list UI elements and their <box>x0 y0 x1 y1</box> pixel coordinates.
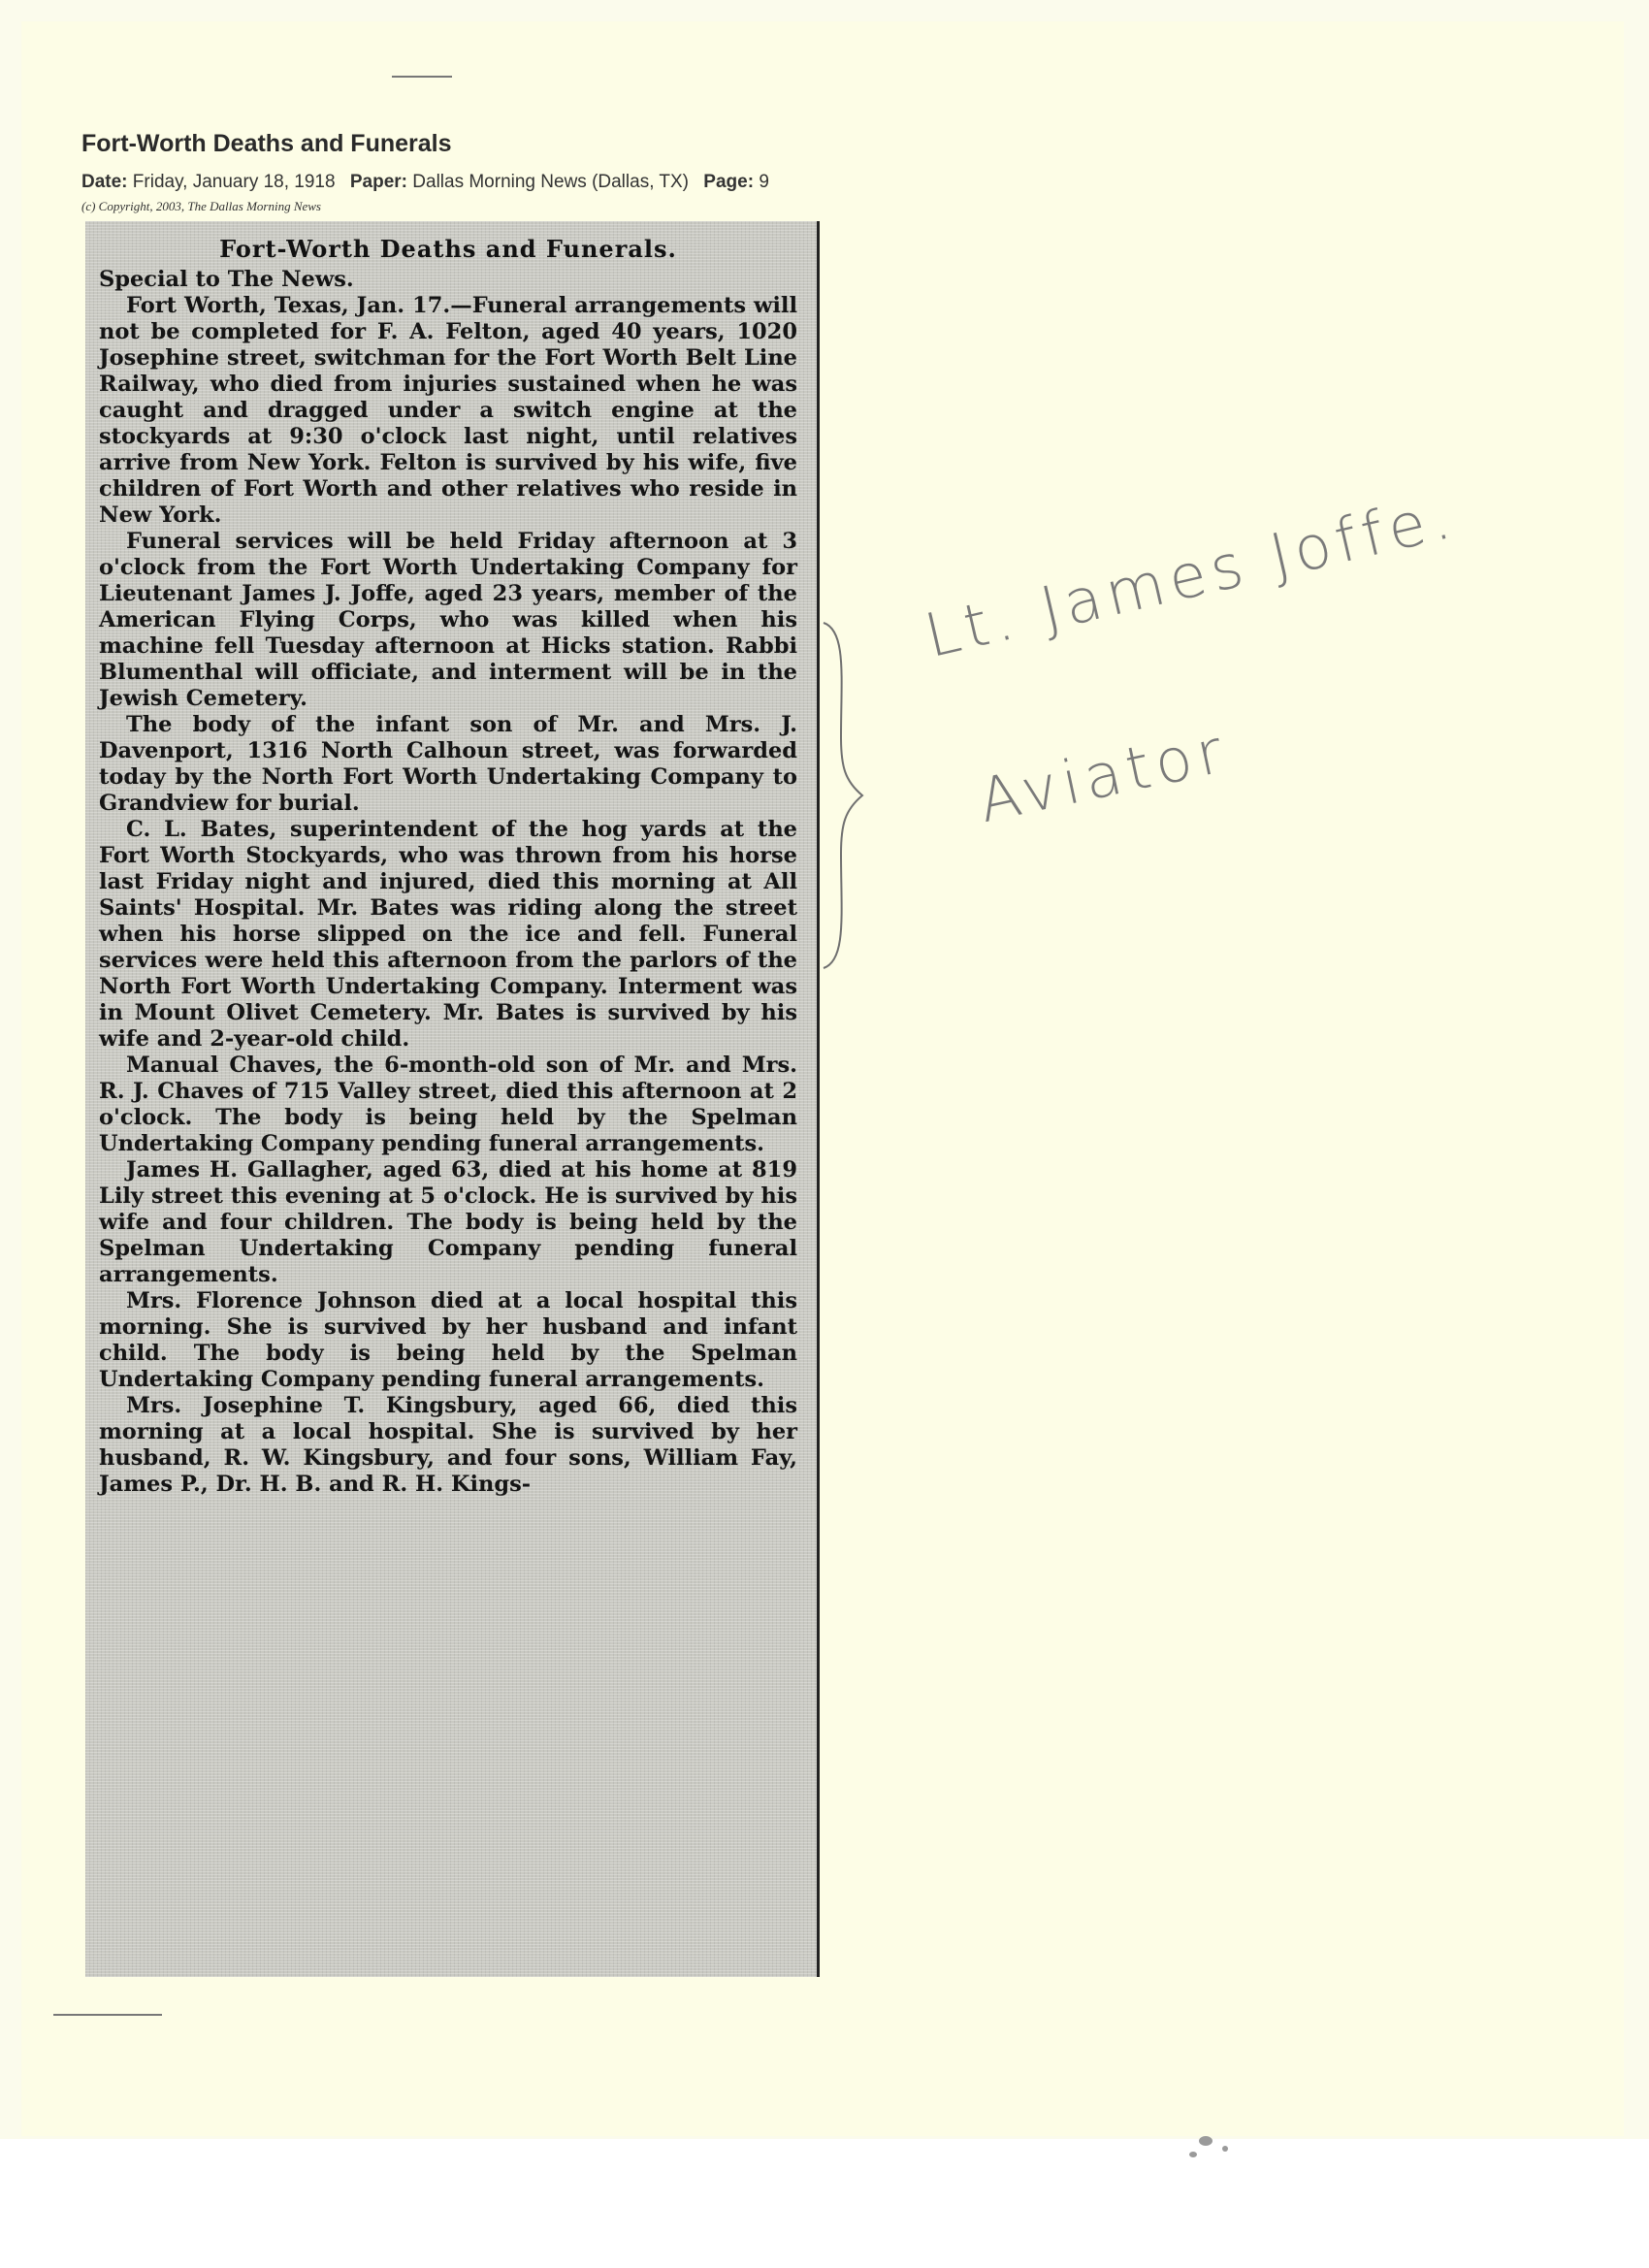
clipping-paragraph: Funeral services will be held Friday afternoon at 3 o'clock from the Fort Worth Undertaking Company for Lieutenant James J. Joffe, aged 23 years, member of the American Flying Corps, who was killed when his machine fell Tuesday afternoon at Hicks station. Rabbi Blumenthal will officiate, and interment will be in the Jewish Cemetery. <box>99 529 797 711</box>
clipping-paragraph: James H. Gallagher, aged 63, died at his home at 819 Lily street this evening at 5 o'clock. He is survived by his wife and four children. The body is being held by the Spelman Undertaking Company pending funeral arrangements. <box>99 1157 797 1287</box>
scan-mark <box>53 2014 162 2016</box>
clipping-body <box>99 267 797 1498</box>
curly-brace-icon <box>820 621 868 970</box>
page-value: 9 <box>759 172 769 192</box>
clipping-paragraph: C. L. Bates, superintendent of the hog yards at the Fort Worth Stockyards, who was thrown from his horse last Friday night and injured, died this morning at All Saints' Hospital. Mr. Bates was riding along the street when his horse slipped on the ice and fell. Funeral services were held this afternoon from the parlors of the North Fort Worth Undertaking Company. Interment was in Mount Olivet Cemetery. Mr. Bates is survived by his wife and 2-year-old child. <box>99 817 797 1052</box>
scan-margin <box>0 2139 1649 2268</box>
article-title: Fort-Worth Deaths and Funerals <box>81 130 452 157</box>
scan-speck <box>1222 2146 1228 2152</box>
article-header <box>81 130 954 214</box>
date-label: Date: <box>81 172 128 192</box>
clipping-paragraph: Mrs. Josephine T. Kingsbury, aged 66, died this morning at a local hospital. She is survived by her husband, R. W. Kingsbury, and four sons, William Fay, James P., Dr. H. B. and R. H. Kings- <box>99 1393 797 1497</box>
newspaper-clipping <box>85 221 820 1977</box>
handwritten-note: Aviator <box>972 714 1235 837</box>
copyright-notice: (c) Copyright, 2003, The Dallas Morning News <box>81 199 321 213</box>
handwritten-name: Lt. James Joffe. <box>918 480 1463 672</box>
paper-label: Paper: <box>349 172 407 192</box>
paper-value: Dallas Morning News (Dallas, TX) <box>412 172 690 192</box>
page-label: Page: <box>703 172 755 192</box>
scan-speck <box>1189 2152 1197 2157</box>
article-meta <box>81 172 954 193</box>
clipping-paragraph: Mrs. Florence Johnson died at a local hospital this morning. She is survived by her husband and infant child. The body is being held by the Spelman Undertaking Company pending funeral arrangements. <box>99 1288 797 1392</box>
clipping-paragraph: The body of the infant son of Mr. and Mrs. J. Davenport, 1316 North Calhoun street, was forwarded today by the North Fort Worth Undertaking Company to Grandview for burial. <box>99 712 797 816</box>
clipping-paragraph: Special to The News. <box>99 267 354 292</box>
clipping-paragraph: Manual Chaves, the 6-month-old son of Mr. and Mrs. R. J. Chaves of 715 Valley street, died this afternoon at 2 o'clock. The body is being held by the Spelman Undertaking Company pending funeral arrangements. <box>99 1053 797 1156</box>
scan-mark <box>392 76 452 78</box>
clipping-paragraph: Fort Worth, Texas, Jan. 17.—Funeral arrangements will not be completed for F. A. Felton, aged 40 years, 1020 Josephine street, switchman for the Fort Worth Belt Line Railway, who died from injuries sustained when he was caught and dragged under a switch engine at the stockyards at 9:30 o'clock last night, until relatives arrive from New York. Felton is survived by his wife, five children of Fort Worth and other relatives who reside in New York. <box>99 293 797 528</box>
date-value: Friday, January 18, 1918 <box>132 172 336 192</box>
scan-speck <box>1199 2136 1212 2146</box>
clipping-headline: Fort-Worth Deaths and Funerals. <box>219 235 677 263</box>
